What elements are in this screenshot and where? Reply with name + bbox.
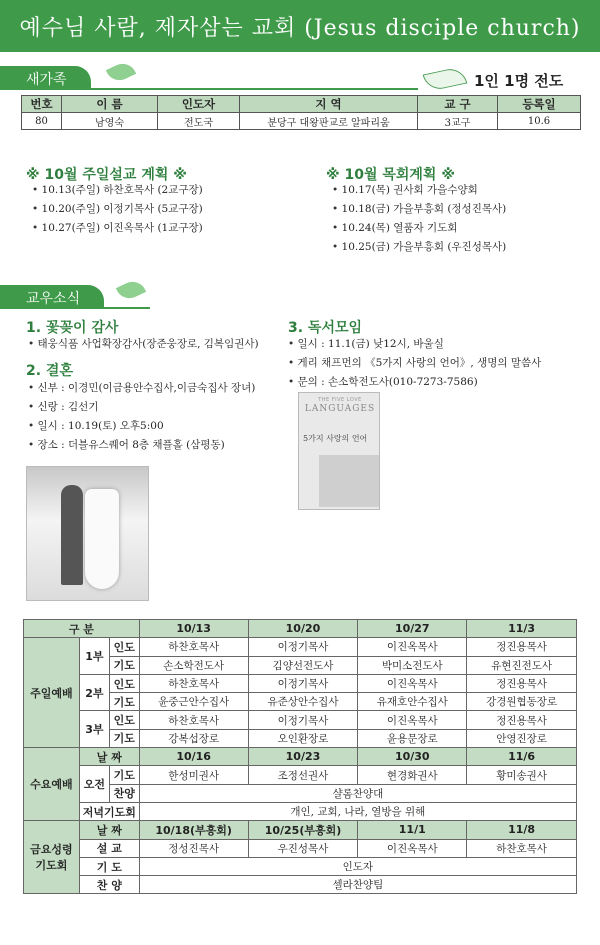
newfamily-section-label: 새가족: [0, 66, 91, 90]
table-header-row: [22, 96, 581, 113]
table-row: [24, 839, 577, 857]
table-cell: 강경원협동장로: [467, 693, 577, 711]
table-cell: 윤중근안수집사: [139, 693, 248, 711]
table-cell: 정진용목사: [467, 638, 577, 656]
table-cell: 정진용목사: [467, 711, 577, 729]
part-label: 3부: [79, 711, 109, 748]
reading-list: [288, 335, 541, 392]
table-row: [24, 711, 577, 729]
leaf-icon: [116, 277, 146, 302]
date-cell: 11/1: [358, 821, 467, 839]
table-cell: 전도국: [158, 113, 240, 130]
page-banner: 예수님 사람, 제자삼는 교회 (Jesus disciple church): [0, 0, 600, 52]
list-item: • 10.17(목) 권사회 가을수양회: [332, 181, 506, 200]
list-item: • 10.13(주일) 하찬호목사 (2교구장): [32, 181, 203, 200]
sermon-plan-list: [32, 181, 203, 238]
table-cell: 3교구: [418, 113, 498, 130]
column-header: 등록일: [498, 96, 581, 113]
list-item: • 장소 : 더블유스퀘어 8층 채플홀 (삼평동): [28, 436, 255, 455]
friday-service-label: 금요성령 기도회: [24, 821, 80, 894]
table-cell: 한성미권사: [139, 766, 248, 784]
table-cell: 개인, 교회, 나라, 열방을 위해: [139, 802, 576, 820]
date-cell: 10/13: [139, 620, 248, 638]
table-cell: 안영진장로: [467, 729, 577, 747]
role-label: 기 도: [79, 857, 139, 875]
role-label: 설 교: [79, 839, 139, 857]
table-cell: 윤용문장로: [358, 729, 467, 747]
date-cell: 11/8: [467, 821, 577, 839]
table-cell: 유준상안수집사: [248, 693, 358, 711]
table-row: [24, 748, 577, 766]
morning-label: 오전: [79, 766, 109, 803]
date-cell: 10/25(부흥회): [248, 821, 358, 839]
reading-title: 3. 독서모임: [288, 320, 363, 336]
role-label: 인도: [109, 674, 139, 692]
column-header: 지 역: [240, 96, 418, 113]
table-cell: 박미소전도사: [358, 656, 467, 674]
role-label: 찬양: [109, 784, 139, 802]
list-item: • 10.24(목) 열품자 기도회: [332, 219, 506, 238]
book-title-kr: 5가지 사랑의 언어: [303, 434, 368, 443]
table-cell: 조정선권사: [248, 766, 358, 784]
table-cell: 셀라찬양팀: [139, 876, 576, 894]
header-cell: 구 분: [24, 620, 140, 638]
table-cell: 손소학전도사: [139, 656, 248, 674]
table-cell: 이진옥목사: [358, 674, 467, 692]
table-cell: 유재호안수집사: [358, 693, 467, 711]
table-cell: 하찬호목사: [467, 839, 577, 857]
table-cell: 인도자: [139, 857, 576, 875]
table-cell: 현경화권사: [358, 766, 467, 784]
list-item: • 일시 : 10.19(토) 오후5:00: [28, 417, 255, 436]
column-header: 번호: [22, 96, 62, 113]
wedding-title: 2. 결혼: [26, 363, 73, 379]
list-item: • 10.20(주일) 이정기목사 (5교구장): [32, 200, 203, 219]
pastoral-plan-list: [332, 181, 506, 257]
list-item: • 10.27(주일) 이진옥목사 (1교구장): [32, 219, 203, 238]
table-row: [24, 766, 577, 784]
table-cell: 10.6: [498, 113, 581, 130]
table-row: [22, 113, 581, 130]
table-cell: 이진옥목사: [358, 711, 467, 729]
table-row: [24, 638, 577, 656]
table-cell: 정진용목사: [467, 674, 577, 692]
role-label: 찬 양: [79, 876, 139, 894]
newfamily-divider: [0, 88, 418, 90]
column-header: 이 름: [62, 96, 158, 113]
table-cell: 이정기목사: [248, 638, 358, 656]
table-cell: 정성진목사: [139, 839, 248, 857]
date-cell: 11/3: [467, 620, 577, 638]
bride-figure: [85, 489, 119, 589]
date-cell: 10/18(부흥회): [139, 821, 248, 839]
list-item: • 신부 : 이경민(이금용안수집사,이금숙집사 장녀): [28, 379, 255, 398]
list-item: • 문의 : 손소학전도사(010-7273-7586): [288, 373, 541, 392]
book-title-en: LANGUAGES: [304, 404, 376, 414]
leaf-icon: [423, 66, 468, 92]
list-item: • 신랑 : 김선기: [28, 398, 255, 417]
role-label: 인도: [109, 711, 139, 729]
table-cell: 강복섭장로: [139, 729, 248, 747]
role-label: 기도: [109, 729, 139, 747]
date-cell: 10/23: [248, 748, 358, 766]
part-label: 1부: [79, 638, 109, 675]
table-row: [24, 876, 577, 894]
list-item: • 태웅식품 사업확장감사(장준웅장로, 김복임권사): [28, 335, 259, 354]
role-label: 기도: [109, 656, 139, 674]
table-cell: 하찬호목사: [139, 711, 248, 729]
sunday-service-label: 주일예배: [24, 638, 80, 748]
table-cell: 80: [22, 113, 62, 130]
news-section-label: 교우소식: [0, 285, 104, 309]
table-cell: 이정기목사: [248, 674, 358, 692]
role-label: 기도: [109, 766, 139, 784]
date-cell: 10/30: [358, 748, 467, 766]
table-cell: 오인환장로: [248, 729, 358, 747]
pastoral-plan-title: ※ 10월 목회계획 ※: [326, 167, 455, 183]
list-item: • 10.18(금) 가을부흥회 (정성진목사): [332, 200, 506, 219]
table-cell: 하찬호목사: [139, 638, 248, 656]
date-label: 날 짜: [79, 821, 139, 839]
date-label: 날 짜: [79, 748, 139, 766]
table-row: [24, 674, 577, 692]
table-cell: 이정기목사: [248, 711, 358, 729]
list-item: • 10.25(금) 가을부흥회 (우진성목사): [332, 238, 506, 257]
newfamily-table: [21, 95, 581, 130]
sermon-plan-title: ※ 10월 주일설교 계획 ※: [26, 167, 187, 183]
table-cell: 분당구 대왕판교로 알파리움: [240, 113, 418, 130]
evening-label: 저녁기도회: [79, 802, 139, 820]
thanks-list: [28, 335, 259, 354]
table-row: [24, 802, 577, 820]
table-row: [24, 857, 577, 875]
role-label: 인도: [109, 638, 139, 656]
date-cell: 11/6: [467, 748, 577, 766]
table-cell: 남영숙: [62, 113, 158, 130]
date-cell: 10/16: [139, 748, 248, 766]
wednesday-service-label: 수요예배: [24, 748, 80, 821]
table-cell: 샬롬찬양대: [139, 784, 576, 802]
news-divider: [0, 307, 150, 309]
list-item: • 게리 채프먼의 《5가지 사랑의 언어》, 생명의 말씀사: [288, 354, 541, 373]
book-title-en-top: THE FIVE LOVE: [318, 397, 362, 403]
table-cell: 김양선전도사: [248, 656, 358, 674]
wedding-photo: [26, 466, 149, 601]
list-item: • 일시 : 11.1(금) 낮12시, 바울실: [288, 335, 541, 354]
wedding-list: [28, 379, 255, 455]
role-label: 기도: [109, 693, 139, 711]
thanks-title: 1. 꽃꽂이 감사: [26, 320, 119, 336]
part-label: 2부: [79, 674, 109, 711]
book-cover-panel: [319, 455, 379, 507]
groom-figure: [61, 485, 83, 585]
table-cell: 하찬호목사: [139, 674, 248, 692]
evangelism-slogan: 1인 1명 전도: [474, 72, 564, 90]
date-cell: 10/27: [358, 620, 467, 638]
date-cell: 10/20: [248, 620, 358, 638]
schedule-table: [23, 619, 577, 894]
table-cell: 이진옥목사: [358, 839, 467, 857]
leaf-icon: [106, 59, 136, 84]
table-cell: 황미송권사: [467, 766, 577, 784]
book-cover: [298, 392, 380, 510]
column-header: 교 구: [418, 96, 498, 113]
column-header: 인도자: [158, 96, 240, 113]
table-cell: 유현진전도사: [467, 656, 577, 674]
table-row: [24, 821, 577, 839]
table-cell: 이진옥목사: [358, 638, 467, 656]
table-header-row: [24, 620, 577, 638]
table-cell: 우진성목사: [248, 839, 358, 857]
